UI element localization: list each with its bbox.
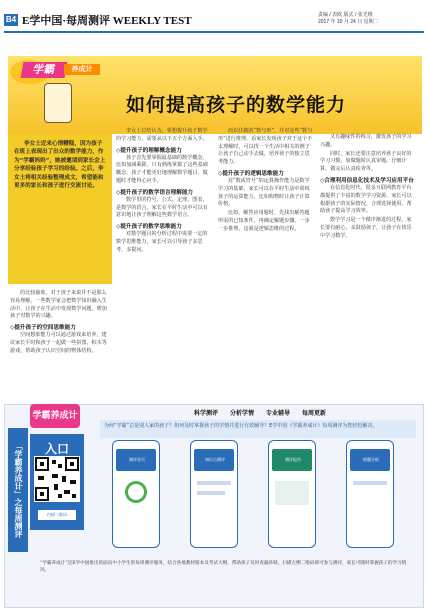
section-heading: ◇提升孩子的空间思维能力 [10, 325, 76, 332]
header-meta [318, 12, 418, 26]
tag-item: 专业辅导 [266, 410, 291, 417]
paragraph: 李女士总结认为，要想提升孩子数学的学习能力，需要从以下五个方面入手。 [116, 128, 208, 142]
phone-screenshot-1 [112, 440, 160, 548]
header-rule [4, 31, 424, 33]
date-line: 2017 年 10 月 24 日 星期二 [318, 19, 379, 25]
phone-screenshot-2 [190, 440, 238, 548]
paragraph: 比如，解答应用题时，先找出解答题所需的已知条件，再确定解题步骤，一步一步推理，这就是逻辑思维的过程。 [218, 210, 310, 232]
article-headline: 如何提高孩子的数学能力 [125, 94, 346, 116]
phone-label: 知识点测评 [205, 457, 225, 462]
qr-code-icon[interactable] [34, 456, 80, 502]
section-heading: ◇提升孩子的逻辑思维能力 [218, 170, 284, 177]
paragraph: 数学里的符号、公式、定理、图表，是数学的语言。家长在平时生活中可以有意识地让孩子理解这些数学语言。 [116, 196, 208, 219]
paragraph: 又有趣味性的练习，激发孩子的学习兴趣。 [320, 134, 412, 148]
phone-label: 测评报告 [285, 457, 301, 462]
tag-item: 科学测评 [193, 410, 218, 417]
paragraph: 同时，家长还要注意培养孩子良好的学习习惯，如做题时认真审题、仔细计算、做完后认真检查等。 [320, 150, 412, 173]
paragraph: 数学学习是一个循序渐进的过程，家长要有耐心，多鼓励孩子，让孩子在快乐中学习数学。 [320, 217, 412, 239]
paragraph: 在信息化时代，很多互联网教育平台都提供了丰富的数学学习资源，家长可以根据孩子的实际情况，合理选择使用，帮助孩子提高学习效率。 [320, 184, 412, 215]
advert-vertical-label: 「学霸养成计」之每周测评 [8, 428, 28, 552]
paragraph: 的比较抽象，对于孩子来说并不是那么容易理解，一些数学家会把数学知识融入生活中，让孩子在生活中发现数学问题，增加孩子对数学的兴趣。 [10, 290, 107, 320]
phone-screenshot-3 [268, 440, 316, 548]
column-logo: 学霸 [21, 62, 68, 78]
section-heading: ◇提升孩子的数学思维能力 [116, 224, 182, 231]
advert-logo: 学霸养成计 [30, 404, 80, 428]
paragraph: 对数学题目的分析过程中需要一定的数学思维能力，家长可以引导孩子多思考，多提问。 [116, 231, 208, 253]
scan-qr-button[interactable]: 扫描二维码 [38, 510, 76, 520]
section-heading: ◇提升孩子的数学语言理解能力 [116, 189, 194, 196]
newspaper-title: E学中国·每周测评 WEEKLY TEST [22, 15, 192, 27]
paragraph: 对“数或符号”的运算操作能力是数学学习的基础，家长可以在平时生活中训练孩子的运算能力，比如购物时让孩子计算价格。 [218, 177, 310, 208]
paragraph: 孩子首先要掌握最基础的数学概念，比如加减乘除，只有熟练掌握了这些基础概念，孩子才能更好地理解数学题目，做题时才能得心应手。 [116, 154, 208, 184]
advert-tags [100, 408, 420, 417]
article-column-3 [218, 128, 314, 235]
tag-item: 分析学情 [229, 410, 254, 417]
tag-item: 每周更新 [302, 410, 327, 417]
phone-screenshot-4 [346, 440, 394, 548]
entry-label: 入口 [44, 442, 69, 456]
article-column-1 [10, 290, 110, 357]
column-logo-sub: 养成计 [64, 64, 100, 75]
section-heading: ◇提升孩子的理解概念能力 [116, 147, 182, 154]
advert-note: “学霸养成计”是E学中国推出的面向中小学生的每周测评服务，结合各地教材版本及考试大纲，帮助孩子及时查漏补缺。扫描左侧二维码即可参与测评，家长可随时掌握孩子的学习情况。 [40, 561, 407, 573]
child-illustration [44, 83, 72, 123]
phone-label: 测评首页 [129, 457, 145, 462]
intro-text: 李女士近来心情糟糕，因为孩子在班上表现出了出众的数学能力，作为“学霸妈妈”，她被邀请到家长会上分享经验孩子学习的经验。之后，李女士将相关经验整理成文，希望能和更多的家长和孩子进行交流讨论。 [14, 141, 106, 190]
editor-line: 责编 / 表欧 版式 / 张光维 [318, 12, 373, 18]
paragraph: 空间想象能力可以通过游戏来培养，建议家长平时和孩子一起做一些拼图、积木等游戏，帮助孩子认识空间的物体结构。 [10, 332, 107, 354]
phone-label: 错题分析 [363, 457, 379, 462]
section-heading: ◇合理利用信息化技术及学习应用平台 [320, 177, 414, 184]
article-column-2 [116, 128, 212, 256]
page-number: B4 [5, 15, 17, 24]
article-column-4 [320, 134, 416, 242]
paragraph: 而以往做的“数与形”，并对这些“数与形”进行推理，看家长发现孩子对于这个不太理解时，可以找一个生活中相关的例子让孩子自己动手去做，培养孩子的独立思考能力。 [218, 128, 313, 166]
advert-description: 为何“学霸”总是别人家的孩子？如何及时掌握孩子的学情并进行有效辅导？E学中国《学霸养成计》每周测评为您轻松解决。 [100, 420, 416, 438]
